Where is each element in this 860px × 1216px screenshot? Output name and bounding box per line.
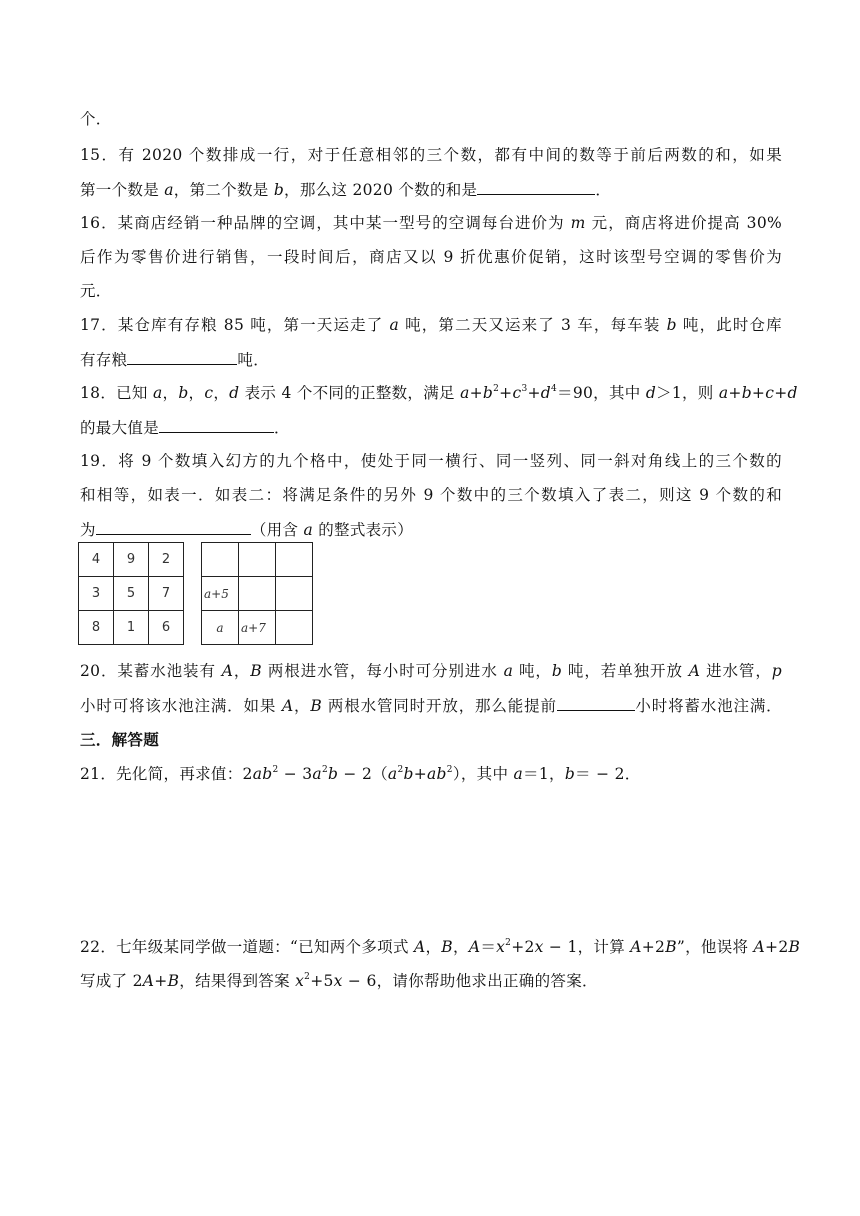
var: d [787, 384, 798, 402]
var: b [403, 765, 414, 783]
table-cell [276, 543, 313, 577]
q20-line-2 [80, 695, 782, 716]
var-B: B [250, 662, 262, 680]
op: +2 [511, 938, 535, 956]
q22-text: 写成了 2 [80, 972, 143, 990]
q18-answer-blank[interactable] [159, 417, 274, 433]
var: B [167, 972, 180, 990]
table-cell: 2 [149, 543, 184, 577]
q20-text: 两根水管同时开放，那么能提前 [322, 697, 557, 715]
exponent: 2 [446, 765, 453, 775]
table-cell [276, 577, 313, 611]
exponent: 2 [493, 384, 500, 394]
q18-line-2 [80, 417, 782, 438]
var-A: A [221, 662, 234, 680]
var-b: b [666, 316, 677, 334]
table-cell: a [202, 611, 239, 645]
op: + [154, 972, 168, 990]
q17-answer-blank[interactable] [127, 349, 237, 365]
section-title: 三．解答题 [80, 731, 160, 749]
var: a [312, 765, 322, 783]
exponent: 2 [321, 765, 328, 775]
var: B [441, 938, 453, 956]
q21-text: ＝1， [523, 765, 565, 783]
q17-text: 17．某仓库有存粮 85 吨，第一天运走了 [80, 316, 390, 334]
var-m: m [570, 214, 586, 232]
table-cell [239, 577, 276, 611]
var-a: a [303, 521, 313, 539]
section-heading [80, 730, 782, 750]
q19-line-1 [80, 451, 782, 471]
q19-text: （用含 [250, 521, 304, 539]
continuation-text: 个． [80, 110, 112, 128]
q18-line-1 [80, 383, 798, 403]
var: A [142, 972, 155, 990]
q20-text: 20．某蓄水池装有 [80, 662, 222, 680]
q21-text: ＝ − 2． [575, 765, 641, 783]
var: a [513, 765, 524, 783]
var: b [327, 765, 339, 783]
q18-text: 表示 4 个不同的正整数，满足 [239, 384, 461, 402]
q16-text: 元，商店将进价提高 30% [585, 214, 783, 232]
var-c: c [204, 384, 214, 402]
q18-text: ， [188, 384, 205, 402]
q18-text: ＞1，则 [656, 384, 719, 402]
table-cell: 1 [114, 611, 149, 645]
q19-text: 和相等，如表一．如表二：将满足条件的另外 9 个数中的三个数填入了表二，则这 9 个数的和 [80, 486, 782, 504]
q16-line-1 [80, 213, 782, 233]
var-b: b [273, 181, 285, 199]
var: a [460, 384, 470, 402]
q17-text: 吨，第二天又运来了 3 车，每车装 [399, 316, 667, 334]
var-B: B [310, 697, 323, 715]
var: d [645, 384, 657, 402]
table-cell [276, 611, 313, 645]
q15-answer-blank[interactable] [477, 179, 595, 195]
q20-answer-blank[interactable] [557, 695, 635, 711]
q22-text: ”，他误将 [676, 938, 754, 956]
q18-text: 的最大值是 [80, 419, 160, 437]
q20-text: 进水管， [700, 662, 772, 680]
op: + [728, 384, 742, 402]
q15-text: ． [595, 181, 612, 199]
q18-text: 18．已知 [80, 384, 153, 402]
op: + [499, 384, 513, 402]
table-cell: 7 [149, 577, 184, 611]
q19-text: 19．将 9 个数填入幻方的九个格中，使处于同一横行、同一竖列、同一斜对角线上的三个数的 [80, 452, 782, 470]
var-p: p [771, 662, 783, 680]
q15-text: ，那么这 2020 个数的和是 [284, 181, 478, 199]
table-cell: 5 [114, 577, 149, 611]
q15-text: ，第二个数是 [173, 181, 274, 199]
var: x [496, 938, 506, 956]
q19-line-2 [80, 485, 782, 505]
q22-text: ， [453, 938, 469, 956]
op: +2 [641, 938, 666, 956]
q22-text: ＝ [480, 938, 497, 956]
q20-text: 小时可将该水池注满．如果 [80, 697, 282, 715]
var: c [512, 384, 522, 402]
q17-text: 吨，此时仓库 [676, 316, 782, 334]
op: +5 [310, 972, 334, 990]
q21-text: − 3 [278, 765, 313, 783]
var: x [333, 972, 343, 990]
exponent: 2 [304, 972, 311, 982]
table-cell: a+5 [202, 577, 239, 611]
table-cell: 8 [79, 611, 114, 645]
table-cell: 6 [149, 611, 184, 645]
magic-square-table-1 [78, 542, 184, 645]
op: +2 [765, 938, 789, 956]
var: ab [252, 765, 273, 783]
q16-line-2 [80, 247, 782, 267]
continuation-line [80, 109, 782, 129]
q17-line-2 [80, 349, 782, 370]
var: x [295, 972, 305, 990]
q20-text: 吨， [513, 662, 552, 680]
q18-text: ＝90，其中 [557, 384, 646, 402]
q19-text: 的整式表示） [313, 521, 414, 539]
q20-text: ， [233, 662, 251, 680]
op: + [774, 384, 788, 402]
var: A [630, 938, 642, 956]
q17-text: 有存粮 [80, 351, 128, 369]
var-b: b [551, 662, 563, 680]
exponent: 2 [272, 765, 279, 775]
q21-text: − 2（ [338, 765, 388, 783]
table-cell: 9 [114, 543, 149, 577]
q20-text: 小时将蓄水池注满． [634, 697, 782, 715]
q21-line-1 [80, 764, 782, 784]
var: c [765, 384, 775, 402]
q18-text: ． [274, 419, 290, 437]
q20-text: 两根进水管，每小时可分别进水 [262, 662, 504, 680]
var: ab [427, 765, 447, 783]
var: a [387, 765, 398, 783]
q21-text: ），其中 [452, 765, 514, 783]
q21-text: 21．先化简，再求值：2 [80, 765, 253, 783]
op: + [413, 765, 428, 783]
q22-line-1 [80, 937, 801, 957]
q18-text: ， [162, 384, 179, 402]
var: a [718, 384, 729, 402]
magic-square-table-2 [201, 542, 313, 645]
exponent: 2 [505, 938, 512, 948]
q19-answer-blank[interactable] [96, 519, 251, 535]
q15-text: 第一个数是 [80, 181, 165, 199]
var: b [482, 384, 494, 402]
q16-text: 后作为零售价进行销售，一段时间后，商店又以 9 折优惠价促销，这时该型号空调的零售价为 [80, 248, 782, 266]
table-cell [239, 543, 276, 577]
q15-line-1 [80, 145, 782, 165]
var-A: A [688, 662, 701, 680]
table-cell [202, 543, 239, 577]
q15-line-2 [80, 179, 782, 200]
var: A [413, 938, 426, 956]
q22-text: 22．七年级某同学做一道题：“已知两个多项式 [80, 938, 414, 956]
q22-text: ， [425, 938, 442, 956]
var: d [540, 384, 552, 402]
table-cell: a+7 [239, 611, 276, 645]
q15-text: 15．有 2020 个数排成一行，对于任意相邻的三个数，都有中间的数等于前后两数的和，如果 [80, 146, 782, 164]
var: B [665, 938, 677, 956]
exponent: 2 [397, 765, 404, 775]
var: B [788, 938, 801, 956]
q16-text: 16．某商店经销一种品牌的空调，其中某一型号的空调每台进价为 [80, 214, 571, 232]
var-b: b [178, 384, 189, 402]
q16-line-3 [80, 281, 782, 301]
q16-text: 元． [80, 282, 112, 300]
var-d: d [229, 384, 240, 402]
op: + [527, 384, 541, 402]
q22-text: − 1，计算 [543, 938, 631, 956]
var: x [534, 938, 544, 956]
op: + [751, 384, 766, 402]
q20-line-1 [80, 661, 782, 681]
q20-text: 吨，若单独开放 [562, 662, 689, 680]
op: + [469, 384, 483, 402]
var-a: a [503, 662, 514, 680]
var: b [741, 384, 752, 402]
q18-text: ， [213, 384, 230, 402]
var: b [564, 765, 576, 783]
q17-line-1 [80, 315, 782, 335]
q22-text: − 6，请你帮助他求出正确的答案． [342, 972, 598, 990]
q17-text: 吨． [237, 351, 270, 369]
q20-text: ， [293, 697, 311, 715]
var-A: A [282, 697, 294, 715]
var: A [468, 938, 481, 956]
var-a: a [164, 181, 174, 199]
exponent: 3 [521, 384, 528, 394]
q18-formula [460, 384, 798, 402]
q19-text: 为 [80, 521, 96, 539]
q19-line-3 [80, 519, 782, 540]
var: A [753, 938, 766, 956]
table-cell: 3 [79, 577, 114, 611]
exponent: 4 [551, 384, 558, 394]
var-a: a [152, 384, 163, 402]
q22-line-2 [80, 971, 782, 991]
table-cell: 4 [79, 543, 114, 577]
var-a: a [389, 316, 400, 334]
q22-text: ，结果得到答案 [179, 972, 296, 990]
